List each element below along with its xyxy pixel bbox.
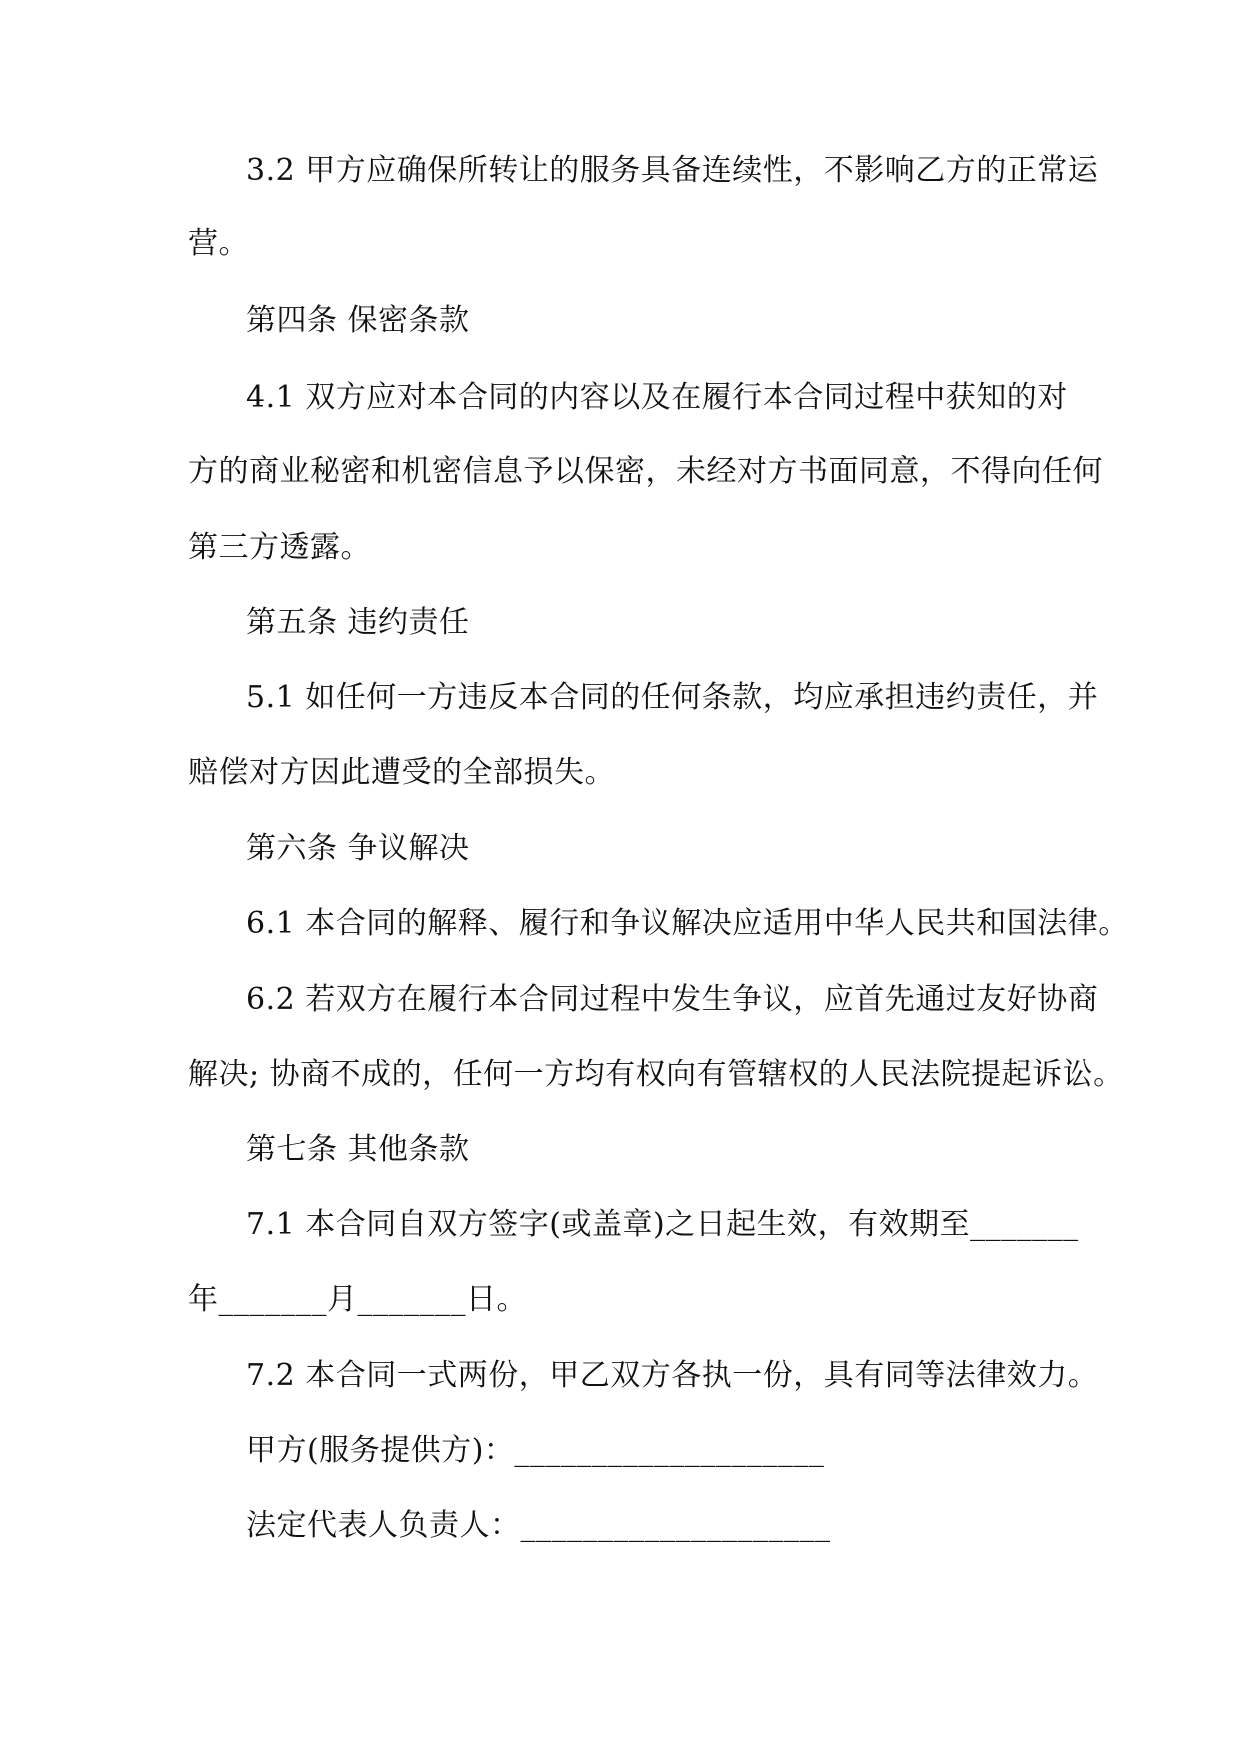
article-6-heading: 第六条 争议解决 [246, 831, 470, 866]
clause-4-1-line-2: 方的商业秘密和机密信息予以保密，未经对方书面同意，不得向任何 [188, 454, 1103, 489]
clause-7-2: 7.2 本合同一式两份，甲乙双方各执一份，具有同等法律效力。 [246, 1358, 1099, 1393]
clause-4-1-line-1: 4.1 双方应对本合同的内容以及在履行本合同过程中获知的对 [246, 380, 1068, 415]
clause-7-1-line-2: 年_______月_______日。 [188, 1282, 527, 1317]
clause-5-1-line-1: 5.1 如任何一方违反本合同的任何条款，均应承担违约责任，并 [246, 680, 1099, 715]
party-a-signature-line: 甲方(服务提供方)：____________________ [246, 1433, 825, 1468]
article-7-heading: 第七条 其他条款 [246, 1132, 470, 1167]
legal-representative-signature-line: 法定代表人负责人：____________________ [246, 1508, 831, 1543]
clause-7-1-line-1: 7.1 本合同自双方签字(或盖章)之日起生效，有效期至_______ [246, 1207, 1079, 1242]
clause-6-2-line-1: 6.2 若双方在履行本合同过程中发生争议，应首先通过友好协商 [246, 982, 1099, 1017]
clause-6-1: 6.1 本合同的解释、履行和争议解决应适用中华人民共和国法律。 [246, 906, 1129, 941]
clause-3-2-line-1: 3.2 甲方应确保所转让的服务具备连续性，不影响乙方的正常运 [246, 153, 1099, 188]
clause-5-1-line-2: 赔偿对方因此遭受的全部损失。 [188, 755, 615, 790]
clause-3-2-line-2: 营。 [188, 226, 249, 261]
clause-6-2-line-2: 解决; 协商不成的，任何一方均有权向有管辖权的人民法院提起诉讼。 [188, 1057, 1124, 1092]
article-5-heading: 第五条 违约责任 [246, 605, 470, 640]
clause-4-1-line-3: 第三方透露。 [188, 530, 371, 565]
article-4-heading: 第四条 保密条款 [246, 303, 470, 338]
